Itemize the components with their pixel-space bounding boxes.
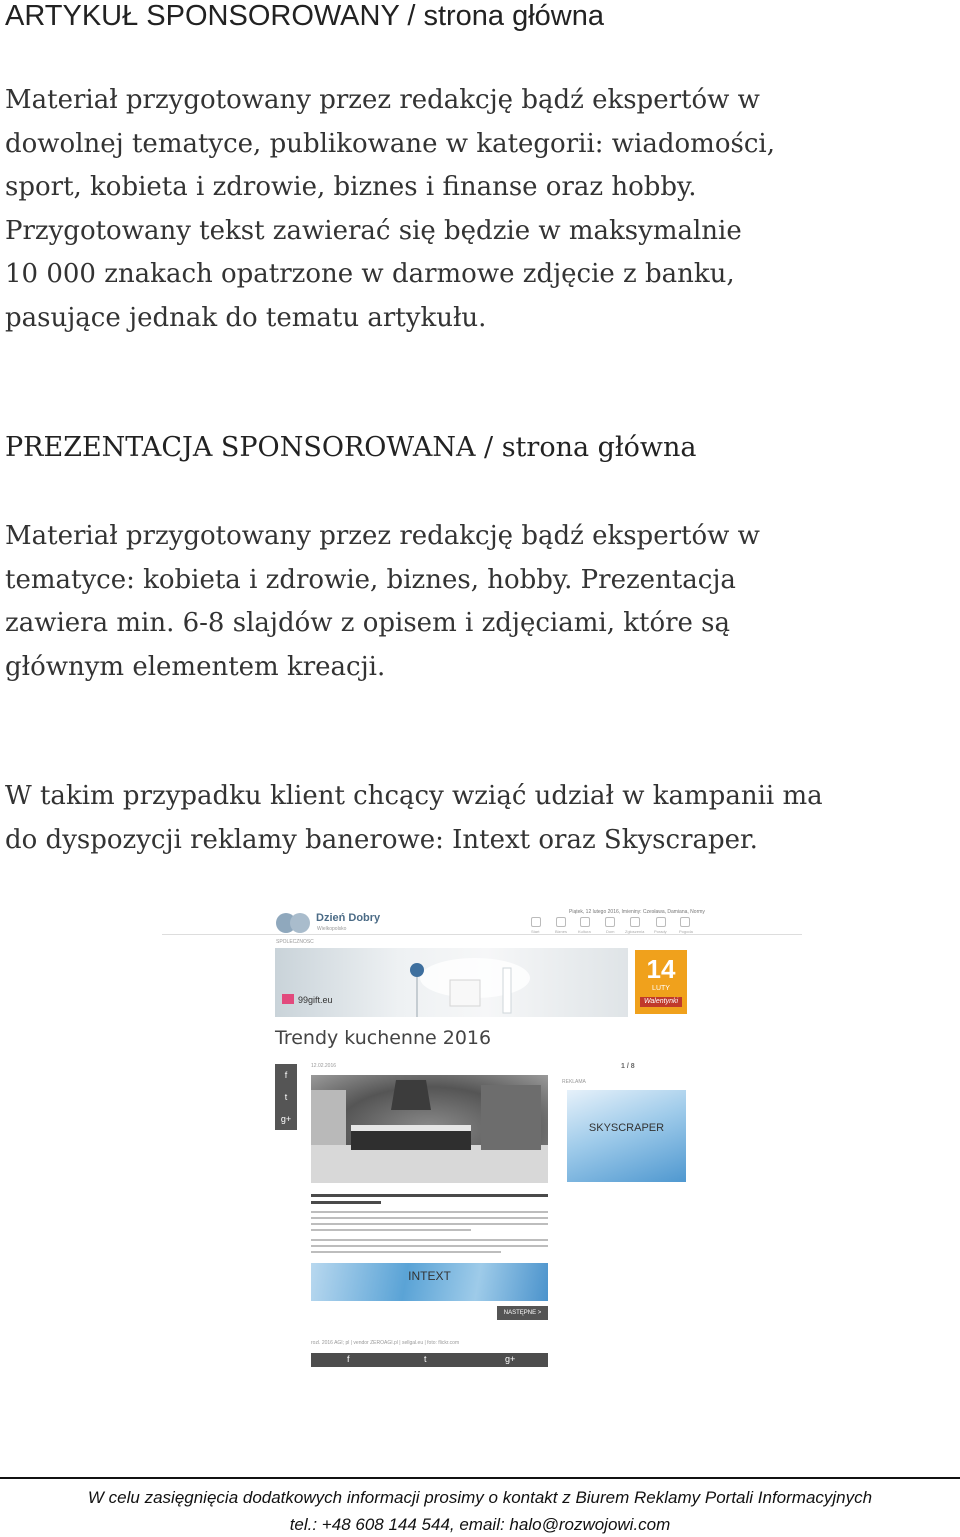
- body-text-line: [311, 1245, 548, 1247]
- badge-caption: Walentynki: [640, 997, 682, 1007]
- text-line: Przygotowany tekst zawierać się będzie w maksymalnie: [5, 215, 742, 246]
- text-line: pasujące jednak do tematu artykułu.: [5, 302, 487, 333]
- facebook-share-button[interactable]: f: [275, 1064, 297, 1086]
- body-text-line: [311, 1211, 548, 1213]
- nav-label[interactable]: Zgłoszenia: [625, 929, 645, 934]
- article-description: [5, 79, 955, 341]
- text-line: W takim przypadku klient chcący wziąć udział w kampanii ma: [5, 781, 823, 811]
- text-line: tematyce: kobieta i zdrowie, biznes, hobby. Prezentacja: [5, 564, 736, 595]
- top-banner-photo[interactable]: [275, 948, 628, 1017]
- text-line: dowolnej tematyce, publikowane w kategorii: wiadomości,: [5, 128, 775, 159]
- gift-icon: [282, 994, 294, 1004]
- section-heading-presentation: PREZENTACJA SPONSOROWANA / strona główna: [5, 432, 697, 463]
- text-line: Materiał przygotowany przez redakcję bądź ekspertów w: [5, 521, 760, 551]
- header-divider: [162, 934, 802, 935]
- ad-label: REKLAMA: [562, 1079, 586, 1085]
- lead-text-line: [311, 1201, 381, 1204]
- breadcrumb[interactable]: SPOLECZNOSC: [276, 939, 314, 945]
- site-logo-subtitle: Wielkopolsko: [317, 926, 347, 932]
- slide-photo[interactable]: [311, 1075, 548, 1183]
- lead-text-line: [311, 1194, 548, 1197]
- nav-label[interactable]: Biznes: [555, 929, 568, 934]
- presentation-description: [5, 515, 955, 689]
- article-title: Trendy kuchenne 2016: [275, 1027, 492, 1049]
- banner-brand: 99gift.eu: [298, 995, 333, 1005]
- section-heading-article: ARTYKUŁ SPONSOROWANY / strona główna: [5, 0, 605, 32]
- body-text-line: [311, 1229, 471, 1231]
- slide-counter: 1 / 8: [621, 1063, 635, 1070]
- googleplus-icon[interactable]: g+: [505, 1354, 516, 1364]
- bell-icon[interactable]: [630, 917, 640, 927]
- article-date: 12.02.2016: [311, 1063, 337, 1069]
- kitchen-illustration: [311, 1075, 548, 1183]
- nav-label[interactable]: Kultura: [578, 929, 591, 934]
- site-logo-title: Dzień Dobry: [316, 912, 381, 924]
- tools-icon[interactable]: [656, 917, 666, 927]
- body-text-line: [311, 1223, 548, 1225]
- text-line: zawiera min. 6-8 slajdów z opisem i zdjęciami, które są: [5, 608, 731, 639]
- body-text-line: [311, 1251, 501, 1253]
- googleplus-share-button[interactable]: g+: [275, 1108, 297, 1130]
- cup-icon[interactable]: [556, 917, 566, 927]
- site-date-line: Piątek, 12 lutego 2016, Imieniny: Czesława, Damiana, Normy: [569, 909, 705, 915]
- text-line: sport, kobieta i zdrowie, biznes i finanse oraz hobby.: [5, 172, 697, 203]
- intext-label: INTEXT: [408, 1269, 451, 1283]
- twitter-icon[interactable]: t: [424, 1354, 427, 1364]
- skyscraper-label: SKYSCRAPER: [588, 1122, 665, 1134]
- photo-credit: rozl. 2016 AGI; pl | vendor ZEROAGI.pl | sellgal.eu | foto: flickr.com: [311, 1340, 460, 1346]
- star-icon[interactable]: [580, 917, 590, 927]
- facebook-icon[interactable]: f: [347, 1354, 350, 1364]
- text-line: do dyspozycji reklamy banerowe: Intext oraz Skyscraper.: [5, 824, 758, 855]
- banner-decoration: [275, 948, 628, 1017]
- house-icon[interactable]: [605, 917, 615, 927]
- next-slide-button[interactable]: NASTĘPNE >: [497, 1306, 548, 1320]
- footer-contact-info: W celu zasięgnięcia dodatkowych informacji prosimy o kontakt z Biurem Reklamy Portali Informacyjnych: [87, 1488, 873, 1507]
- skyscraper-ad[interactable]: [567, 1090, 686, 1182]
- nav-label[interactable]: Pogoda: [679, 929, 693, 934]
- badge-weekday: LUTY: [652, 985, 670, 992]
- text-line: Materiał przygotowany przez redakcję bądź ekspertów w: [5, 85, 760, 115]
- body-text-line: [311, 1239, 548, 1241]
- footer-contact-details: tel.: +48 608 144 544, email: halo@rozwojowi.com: [289, 1515, 671, 1534]
- nav-label[interactable]: Start: [531, 929, 540, 934]
- body-text-line: [311, 1217, 548, 1219]
- badge-day: 14: [646, 954, 676, 984]
- intext-ad[interactable]: [311, 1263, 548, 1301]
- nav-label[interactable]: Dom: [606, 929, 615, 934]
- text-line: głównym elementem kreacji.: [5, 651, 386, 682]
- banner-info: [5, 775, 955, 862]
- twitter-share-button[interactable]: t: [275, 1086, 297, 1108]
- nav-label[interactable]: Porady: [654, 929, 667, 934]
- valentine-badge[interactable]: [635, 950, 687, 1014]
- logo-circle-2: [290, 913, 310, 933]
- home-icon[interactable]: [531, 917, 541, 927]
- text-line: 10 000 znakach opatrzone w darmowe zdjęcie z banku,: [5, 259, 735, 290]
- cloud-icon[interactable]: [680, 917, 690, 927]
- footer-divider: [0, 1477, 960, 1479]
